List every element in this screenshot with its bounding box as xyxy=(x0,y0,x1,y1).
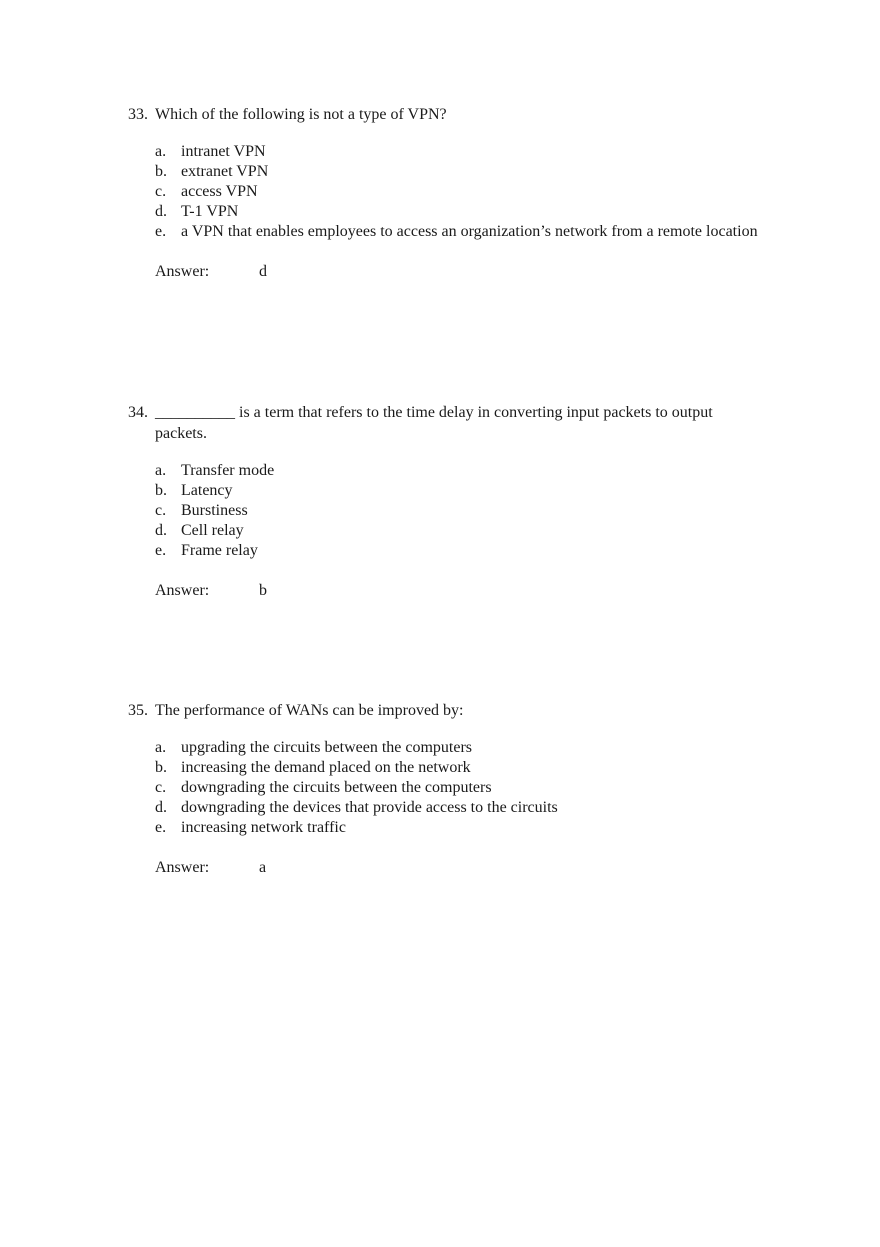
choice-letter: b. xyxy=(155,482,167,499)
choice-letter: e. xyxy=(155,819,167,836)
choice-text: access VPN xyxy=(181,183,258,200)
choice-text: Latency xyxy=(181,482,233,499)
choice-text: intranet VPN xyxy=(181,143,266,160)
question-34 xyxy=(128,402,768,601)
question-number: 34. xyxy=(128,404,148,421)
question-number: 33. xyxy=(128,106,148,123)
choice-letter: a. xyxy=(155,462,167,479)
choice-letter: a. xyxy=(155,739,167,756)
question-stem xyxy=(128,104,768,125)
choice-text: Burstiness xyxy=(181,502,248,519)
choice-text: a VPN that enables employees to access an organization’s network from a remote location xyxy=(181,223,758,240)
choice-letter: d. xyxy=(155,522,167,539)
choice-letter: d. xyxy=(155,203,167,220)
question-35 xyxy=(128,700,768,878)
choice-letter: c. xyxy=(155,183,167,200)
choice-text: increasing network traffic xyxy=(181,819,346,836)
question-text: The performance of WANs can be improved by: xyxy=(155,702,464,719)
choice-letter: b. xyxy=(155,163,167,180)
choice-item xyxy=(155,798,768,818)
choice-letter: c. xyxy=(155,779,167,796)
choice-list xyxy=(128,461,768,561)
answer-value: a xyxy=(259,859,267,876)
answer-label: Answer: xyxy=(155,582,210,599)
answer-line xyxy=(155,581,768,601)
question-text: __________ is a term that refers to the time delay in converting input packets to output packets. xyxy=(155,404,713,442)
choice-item xyxy=(155,818,768,838)
question-stem xyxy=(128,700,768,721)
question-text: Which of the following is not a type of VPN? xyxy=(155,106,447,123)
choice-item xyxy=(155,541,768,561)
answer-value: b xyxy=(259,582,267,599)
choice-text: Transfer mode xyxy=(181,462,275,479)
choice-item xyxy=(155,778,768,798)
answer-line xyxy=(155,262,768,282)
choice-item xyxy=(155,481,768,501)
choice-letter: e. xyxy=(155,223,167,240)
choice-list xyxy=(128,142,768,242)
choice-item xyxy=(155,758,768,778)
choice-letter: e. xyxy=(155,542,167,559)
choice-item xyxy=(155,202,768,222)
choice-item xyxy=(155,182,768,202)
answer-label: Answer: xyxy=(155,263,210,280)
choice-item xyxy=(155,461,768,481)
choice-item xyxy=(155,142,768,162)
choice-letter: b. xyxy=(155,759,167,776)
choice-list xyxy=(128,738,768,838)
answer-value: d xyxy=(259,263,267,280)
choice-letter: d. xyxy=(155,799,167,816)
question-number: 35. xyxy=(128,702,148,719)
choice-text: upgrading the circuits between the computers xyxy=(181,739,473,756)
choice-text: T-1 VPN xyxy=(181,203,239,220)
choice-item xyxy=(155,501,768,521)
choice-text: downgrading the circuits between the computers xyxy=(181,779,492,796)
question-33 xyxy=(128,104,768,282)
choice-letter: a. xyxy=(155,143,167,160)
choice-item xyxy=(155,738,768,758)
choice-text: Cell relay xyxy=(181,522,244,539)
choice-item xyxy=(155,162,768,182)
choice-letter: c. xyxy=(155,502,167,519)
answer-label: Answer: xyxy=(155,859,210,876)
answer-line xyxy=(155,858,768,878)
choice-text: extranet VPN xyxy=(181,163,269,180)
choice-item xyxy=(155,222,768,242)
choice-text: increasing the demand placed on the network xyxy=(181,759,471,776)
choice-item xyxy=(155,521,768,541)
choice-text: Frame relay xyxy=(181,542,258,559)
choice-text: downgrading the devices that provide access to the circuits xyxy=(181,799,558,816)
question-stem xyxy=(128,402,768,444)
